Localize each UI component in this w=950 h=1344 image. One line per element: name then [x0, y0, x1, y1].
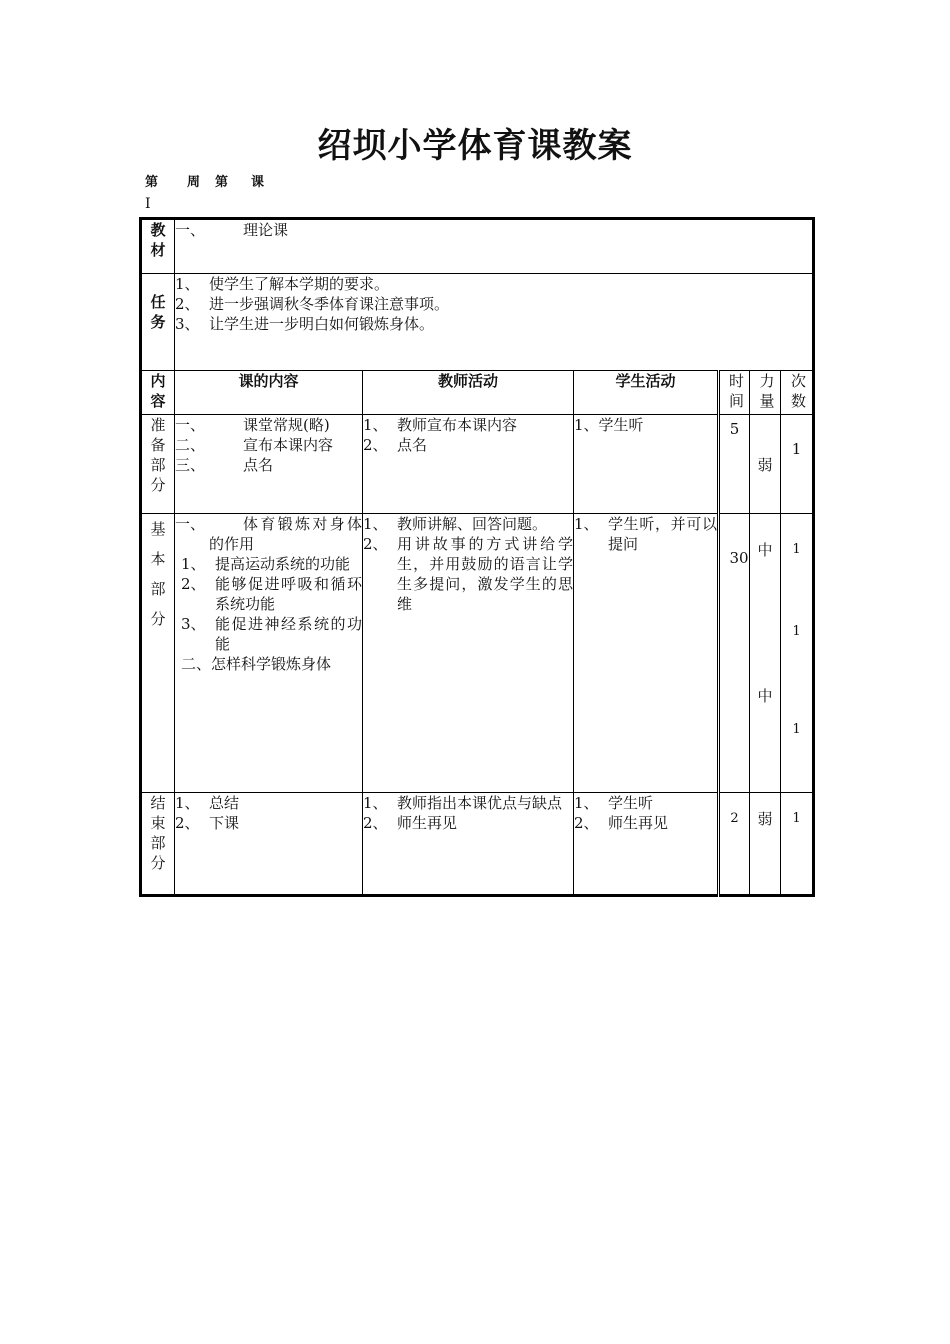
week-lesson-line	[145, 171, 264, 190]
item-text: 教师宣布本课内容	[397, 415, 518, 434]
end-student-item	[574, 793, 717, 813]
basic-teacher	[363, 513, 574, 792]
item-number: 2、	[175, 295, 200, 314]
header-student: 学生活动	[574, 371, 719, 414]
prep-teacher	[363, 414, 574, 513]
item-number: 1、	[363, 415, 388, 434]
item-number: 1、	[574, 514, 599, 533]
lesson-suffix: 课	[251, 175, 265, 190]
basic-content-list	[175, 554, 362, 654]
item-number: 2、	[363, 435, 388, 454]
end-intensity: 弱	[750, 793, 781, 896]
basic-student-item	[574, 514, 717, 554]
prep-time: 5	[719, 414, 750, 513]
item-text: 点名	[397, 435, 428, 454]
end-teacher-list	[363, 793, 573, 833]
item-text: 教师讲解、回答问题。	[397, 514, 548, 533]
end-label: 结束部分	[141, 793, 175, 896]
item-text: 点名	[243, 455, 274, 474]
header-label: 内容	[141, 371, 175, 414]
header-content: 课的内容	[175, 371, 363, 414]
task-row	[141, 274, 814, 371]
basic-count	[781, 513, 814, 792]
prep-content-item	[175, 455, 362, 475]
item-text: 能够促进呼吸和循环系统功能	[215, 574, 362, 613]
basic-label: 基本部分	[141, 513, 175, 792]
item-text: 总结	[209, 794, 240, 813]
item-number: 1、	[363, 794, 388, 813]
basic-intensity	[750, 513, 781, 792]
item-number: 三、	[175, 455, 206, 474]
item-number: 2、	[363, 534, 388, 553]
prep-content-item	[175, 415, 362, 435]
item-number: 3、	[175, 315, 200, 334]
material-num: 一、	[175, 221, 206, 239]
basic-intensity-2: 中	[757, 686, 773, 705]
basic-teacher-list	[363, 514, 573, 614]
item-text: 进一步强调秋冬季体育课注意事项。	[209, 295, 450, 314]
item-number: 2、	[181, 574, 206, 593]
task-list-item	[175, 274, 812, 294]
header-count: 次数	[781, 371, 814, 414]
lesson-prefix: 第	[215, 175, 229, 190]
item-text: 师生再见	[608, 814, 669, 833]
basic-teacher-item	[363, 534, 573, 614]
prep-content	[175, 414, 363, 513]
item-text: 课堂常规(略)	[243, 415, 330, 434]
end-time: 2	[719, 793, 750, 896]
end-content	[175, 793, 363, 896]
basic-count-2: 1	[792, 623, 801, 639]
lesson-plan-table	[139, 217, 815, 897]
task-label: 任务	[141, 274, 175, 371]
basic-student-list	[574, 514, 717, 554]
basic-heading: 一、 体育锻炼对身体的作用	[175, 514, 362, 553]
end-content-list	[175, 793, 362, 833]
task-list-item	[175, 314, 812, 334]
item-number: 一、	[175, 415, 206, 434]
prep-content-item	[175, 435, 362, 455]
basic-teacher-item	[363, 514, 573, 534]
end-count: 1	[781, 793, 814, 896]
item-number: 1、	[574, 794, 599, 813]
item-text: 学生听，并可以提问	[608, 514, 717, 553]
item-number: 1、	[175, 794, 200, 813]
item-text: 下课	[209, 814, 240, 833]
week-prefix: 第	[145, 175, 159, 190]
material-text: 理论课	[243, 221, 289, 239]
header-intensity: 力量	[750, 371, 781, 414]
basic-second: 二、怎样科学锻炼身体	[181, 654, 332, 673]
end-student-list	[574, 793, 717, 833]
item-text: 师生再见	[397, 814, 458, 833]
item-number: 1、	[175, 275, 200, 294]
task-list-item	[175, 294, 812, 314]
basic-count-1: 1	[792, 541, 801, 557]
end-student-item	[574, 813, 717, 833]
prep-student: 1、学生听	[574, 414, 719, 513]
item-number: 2、	[574, 814, 599, 833]
prep-teacher-item	[363, 415, 573, 435]
item-number: 3、	[181, 614, 206, 633]
material-row	[141, 219, 814, 274]
item-text: 教师指出本课优点与缺点	[397, 794, 563, 813]
end-teacher-item	[363, 793, 573, 813]
item-text: 提高运动系统的功能	[215, 554, 351, 573]
end-teacher	[363, 793, 574, 896]
item-text: 能促进神经系统的功能	[215, 614, 362, 653]
header-time: 时间	[719, 371, 750, 414]
end-student	[574, 793, 719, 896]
basic-row	[141, 513, 814, 792]
basic-student	[574, 513, 719, 792]
page-title: 绍坝小学体育课教案	[317, 126, 633, 166]
basic-content-item	[181, 574, 362, 614]
end-row	[141, 793, 814, 896]
prep-intensity: 弱	[750, 414, 781, 513]
item-number: 二、	[175, 435, 206, 454]
header-teacher: 教师活动	[363, 371, 574, 414]
prep-teacher-list	[363, 415, 573, 455]
week-suffix: 周	[187, 175, 201, 190]
task-list	[175, 274, 812, 334]
item-text: 宣布本课内容	[243, 435, 334, 454]
basic-intensity-1: 中	[757, 540, 773, 559]
basic-count-3: 1	[792, 721, 801, 737]
prep-label: 准备部分	[141, 414, 175, 513]
basic-time: 30	[719, 513, 750, 792]
item-text: 学生听	[608, 794, 654, 813]
basic-content-item	[181, 614, 362, 654]
material-content	[175, 219, 814, 274]
basic-content	[175, 513, 363, 792]
prep-teacher-item	[363, 435, 573, 455]
basic-content-item	[181, 554, 362, 574]
prep-row	[141, 414, 814, 513]
prep-content-list	[175, 415, 362, 475]
item-text: 使学生了解本学期的要求。	[209, 275, 390, 294]
material-label: 教材	[141, 219, 175, 274]
item-number: 1、	[181, 554, 206, 573]
task-content	[175, 274, 814, 371]
text-cursor: I	[145, 196, 151, 212]
prep-count: 1	[781, 414, 814, 513]
end-teacher-item	[363, 813, 573, 833]
end-content-item	[175, 793, 362, 813]
end-content-item	[175, 813, 362, 833]
item-number: 2、	[363, 814, 388, 833]
item-text: 用讲故事的方式讲给学生，并用鼓励的语言让学生多提问，激发学生的思维	[397, 534, 573, 613]
item-number: 2、	[175, 814, 200, 833]
item-number: 1、	[363, 514, 388, 533]
header-row	[141, 371, 814, 414]
item-text: 让学生进一步明白如何锻炼身体。	[209, 315, 435, 334]
